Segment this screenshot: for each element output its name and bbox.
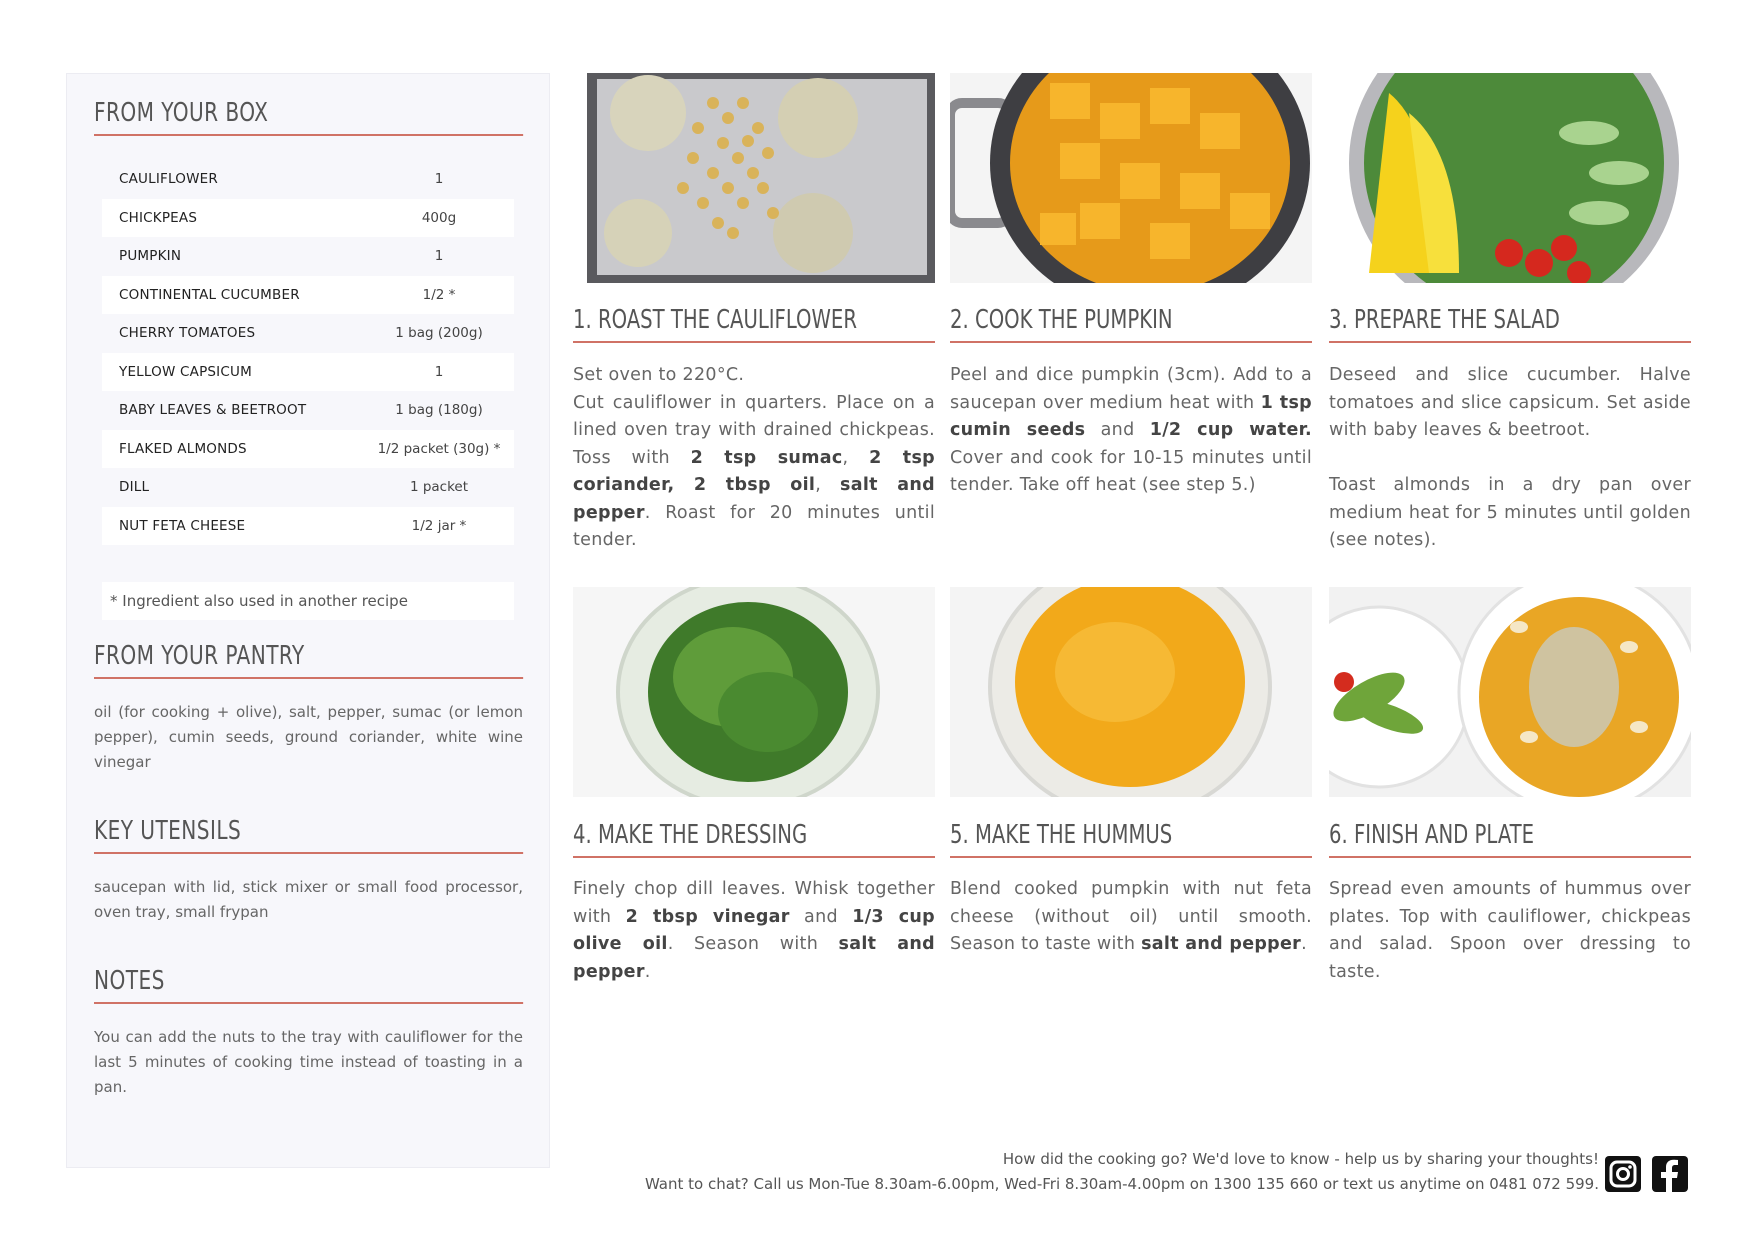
ingredient-qty: 400g xyxy=(421,209,457,226)
ingredient-name: YELLOW CAPSICUM xyxy=(119,363,252,380)
ingredient-qty: 1 xyxy=(434,171,444,188)
pumpkin-hummus-photo xyxy=(950,587,1312,797)
pumpkin-saucepan-photo xyxy=(950,73,1312,283)
ingredient-row xyxy=(102,237,514,276)
ingredient-row xyxy=(102,160,514,199)
utensils-text: saucepan with lid, stick mixer or small food processor, oven tray, small frypan xyxy=(94,878,523,921)
step-6-text: Spread even amounts of hummus over plates. Top with cauliflower, chickpeas and salad. Spoon over dressing to taste. xyxy=(1329,879,1691,982)
contact-text: Want to chat? Call us Mon-Tue 8.30am-6.00pm, Wed-Fri 8.30am-4.00pm on 1300 135 660 or text us anytime on 0481 072 599. xyxy=(644,1175,1599,1193)
utensils-title: KEY UTENSILS xyxy=(94,816,523,854)
ingredient-qty: 1/2 * xyxy=(422,286,456,303)
dill-dressing-photo xyxy=(573,587,935,797)
notes-title: NOTES xyxy=(94,966,523,1004)
ingredient-name: BABY LEAVES & BEETROOT xyxy=(119,402,307,419)
ingredient-row xyxy=(102,468,514,507)
ingredient-name: CHERRY TOMATOES xyxy=(119,325,256,342)
step-3-text: Deseed and slice cucumber. Halve tomatoes and slice capsicum. Set aside with baby leaves & beetroot. Toast almonds in a dry pan over medium heat for 5 minutes until golden (see notes). xyxy=(1329,365,1691,550)
ingredient-qty: 1 xyxy=(434,363,444,380)
step-3-title: 3. PREPARE THE SALAD xyxy=(1329,305,1691,343)
step-2-text: Peel and dice pumpkin (3cm). Add to a saucepan over medium heat with 1 tsp cumin seeds and 1/2 cup water. Cover and cook for 10-15 minutes until tender. Take off heat (see step 5.) xyxy=(950,365,1312,495)
ingredient-footnote: * Ingredient also used in another recipe xyxy=(102,582,514,620)
ingredient-qty: 1 packet xyxy=(409,479,469,496)
ingredient-name: CHICKPEAS xyxy=(119,209,198,226)
ingredient-name: NUT FETA CHEESE xyxy=(119,517,246,534)
step-4-title: 4. MAKE THE DRESSING xyxy=(573,820,935,858)
step-4-text: Finely chop dill leaves. Whisk together with 2 tbsp vinegar and 1/3 cup olive oil. Season with salt and pepper. xyxy=(573,879,936,982)
step-1-text: Set oven to 220°C. Cut cauliflower in quarters. Place on a lined oven tray with drained chickpeas. Toss with 2 tsp sumac, 2 tsp coriander, 2 tbsp oil, salt and pepper. Roast for 20 minutes until tender. xyxy=(573,365,935,550)
ingredient-name: FLAKED ALMONDS xyxy=(119,440,247,457)
pantry-text: oil (for cooking + olive), salt, pepper, sumac (or lemon pepper), cumin seeds, ground coriander, white wine vinegar xyxy=(94,703,523,771)
step-5-text: Blend cooked pumpkin with nut feta cheese (without oil) until smooth. Season to taste with salt and pepper. xyxy=(950,879,1312,954)
roasted-cauliflower-photo xyxy=(573,73,935,283)
feedback-text: How did the cooking go? We'd love to know - help us by sharing your thoughts! xyxy=(1002,1150,1599,1168)
ingredient-row xyxy=(102,199,514,238)
ingredient-name: DILL xyxy=(119,479,150,496)
ingredient-qty: 1/2 packet (30g) * xyxy=(377,440,501,457)
ingredient-name: CAULIFLOWER xyxy=(119,171,218,188)
ingredient-qty: 1/2 jar * xyxy=(411,517,467,534)
notes-text: You can add the nuts to the tray with cauliflower for the last 5 minutes of cooking time instead of toasting in a pan. xyxy=(94,1028,523,1096)
ingredient-qty: 1 bag (180g) xyxy=(395,402,483,419)
ingredient-row xyxy=(102,353,514,392)
step-6-title: 6. FINISH AND PLATE xyxy=(1329,820,1691,858)
ingredient-name: PUMPKIN xyxy=(119,248,182,265)
ingredient-qty: 1 bag (200g) xyxy=(395,325,483,342)
ingredients-sidebar xyxy=(66,73,550,1168)
ingredient-row xyxy=(102,276,514,315)
pantry-title: FROM YOUR PANTRY xyxy=(94,641,523,679)
ingredient-name: CONTINENTAL CUCUMBER xyxy=(119,286,300,303)
instagram-icon[interactable] xyxy=(1605,1156,1641,1192)
plated-dish-photo xyxy=(1329,587,1691,797)
step-2-title: 2. COOK THE PUMPKIN xyxy=(950,305,1312,343)
ingredient-row xyxy=(102,391,514,430)
step-1-title: 1. ROAST THE CAULIFLOWER xyxy=(573,305,935,343)
ingredient-row xyxy=(102,507,514,546)
ingredient-qty: 1 xyxy=(434,248,444,265)
salad-bowl-photo xyxy=(1329,73,1691,283)
facebook-icon[interactable] xyxy=(1652,1156,1688,1192)
ingredient-row xyxy=(102,430,514,469)
step-5-title: 5. MAKE THE HUMMUS xyxy=(950,820,1312,858)
ingredients-table xyxy=(102,160,514,545)
ingredient-row xyxy=(102,314,514,353)
box-title: FROM YOUR BOX xyxy=(94,98,523,136)
